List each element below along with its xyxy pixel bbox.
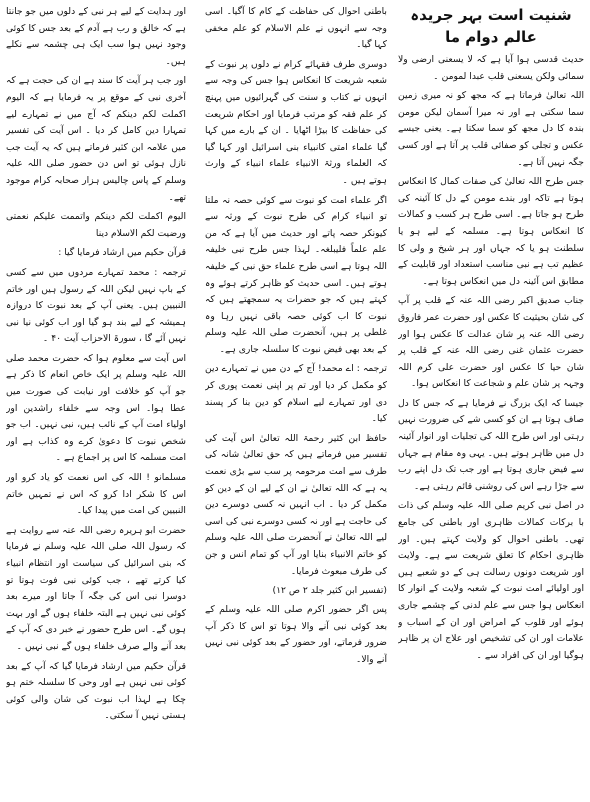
paragraph: پس اگر حضور اکرم صلی اللہ علیہ وسلم کے بعد کوئی نبی آنے والا ہوتا تو اس کا ذکر آپ ضرور فرماتے، اور حضور کے بعد کوئی نبی نہیں آنے والا۔ (205, 604, 387, 665)
right-column (398, 4, 584, 796)
paragraph: حضرت ابو ہریرہ رضی اللہ عنہ سے روایت ہے کہ رسول اللہ صلی اللہ علیہ وسلم نے فرمایا کہ بنی اسرائیل کی سیاست اور انتظام انبیاء کیا کرتے تھے ، جب کوئی نبی فوت ہوتا تو دوسرا نبی اس کی جگہ آ جاتا اور میرے بعد کوئی نبی نہیں ہے البتہ خلفاء ہوں گے اور بہت ہوں گے۔ اس طرح حضور نے خبر دی کہ آپ کے بعد آنے والے صرف خلفاء ہوں گے نبی نہیں ۔ (6, 524, 186, 652)
column-heading: شنیت است بہر جریدہ عالم دوام ما (410, 6, 572, 46)
paragraph: مسلمانو ! اللہ کی اس نعمت کو یاد کرو اور اس کا شکر ادا کرو کہ اس نے تمہیں خاتم النبیین کی امت میں پیدا کیا۔ (6, 472, 186, 517)
middle-column (205, 4, 387, 796)
paragraph: قرآن حکیم میں ارشاد فرمایا گیا : (58, 247, 186, 259)
paragraph: ترجمہ : محمد تمہارے مردوں میں سے کسی کے باپ نہیں لیکن اللہ کے رسول ہیں اور خاتم النبیین ہیں۔ یعنی آپ کے بعد نبوت کا دروازہ ہمیشہ کے لیے بند ہو گیا اور اب کوئی نیا نبی نہیں آئے گا ، سورۃ الاحزاب آیت ۴۰ ۔ (6, 266, 186, 345)
paragraph: دوسری طرف فقہائے کرام نے دلوں پر نبوت کے شعبہ شریعت کا انعکاس ہوا جس کی وجہ سے انہوں نے کتاب و سنت کی گہرائیوں میں پہنچ کر علم فقہ کو مرتب فرمایا اور احکام شریعت کی حفاظت کا بیڑا اٹھایا ۔ ان کے بارے میں کہا گیا علماء امتی کانبیاء بنی اسرائیل اور کہا گیا کہ العلماء ورثۃ الانبیاء علماء انبیاء کے وارث ہوتے ہیں ۔ (205, 58, 387, 186)
paragraph: قرآن حکیم میں ارشاد فرمایا گیا کہ آپ کے بعد کوئی نبی نہیں ہے اور وحی کا سلسلہ ختم ہو چکا ہے لہذا اب نبوت کی شان والی کوئی ہستی نہیں آ سکتی۔ (6, 660, 186, 722)
paragraph: حدیث قدسی ہوا آیا ہے کہ لا یسعنی ارضی ولا سمائی ولکن یسعنی قلب عبدا لمومن ۔ (398, 54, 584, 82)
quran-verse: الیوم اکملت لکم دینکم واتممت علیکم نعمتی ورضیت لکم الاسلام دینا (6, 211, 186, 239)
paragraph: جیسا کہ ایک بزرگ نے فرمایا ہے کہ جس کا دل صاف ہوتا ہے ان کو کسی شے کی ضرورت نہیں رہتی اور اس طرح اللہ کی تجلیات اور انوار آئینہ دل میں ظاہر ہوتے ہیں۔ یہی وہ مقام ہے جہاں سے فیض جاری ہوتا ہے اور جب تک دل اپنے رب سے جڑا رہے اس کی روشنی قائم رہتی ہے۔ (398, 397, 584, 492)
paragraph: در اصل نبی کریم صلی اللہ علیہ وسلم کی ذات با برکات کمالات ظاہری اور باطنی کی جامع تھی۔ باطنی احوال کو ولایت کہتے ہیں۔ اور ظاہری احکام کا تعلق شریعت سے ہے۔ ولایت اور شریعت دونوں رسالت ہی کے دو شعبے ہیں اور اولیائے امت نبوت کے شعبہ ولایت کے انوار کا انعکاس ہوا جس سے علم لدنی کے چشمے جاری ہوئے اور قلوب کے امراض اور ان کے اسباب و علامات اور ان کی تشخیص اور علاج ان پر ظاہر ہوگیا اور ان کی افراد سے ۔ (398, 500, 584, 661)
paragraph: جناب صدیق اکبر رضی اللہ عنہ کے قلب پر آپ کی شان بحیثیت کا عکس اور حضرت عمر فاروق رضی اللہ عنہ پر شان عدالت کا عکس ہوا اور حضرت عثمان غنی رضی اللہ عنہ کے قلب پر شان حیا کا عکس اور حضرت علی کرم اللہ وجہہ پر شان علم و شجاعت کا انعکاس ہوا۔ (398, 295, 584, 390)
paragraph: اور جب ہر آیت کا سند ہے ان کی حجت ہے کہ آخری نبی کے موقع پر یہ فرمایا ہے کہ الیوم اکملت لکم دینکم کہ آج میں نے تمہارے لیے تمہارا دین کامل کر دیا ۔ اس آیت کی تفسیر میں علامہ ابن کثیر فرماتے ہیں کہ یہ آیت جب نازل ہوئی تو اس دن حضور صلی اللہ علیہ وسلم کے پاس چالیس ہزار صحابہ کرام موجود تھے۔ (6, 75, 186, 203)
paragraph: اور ہدایت کے لیے ہر نبی کے دلوں میں جو جانتا ہے کہ خالق و رب ہے آدم کے بعد جس کا کوئی وجود نہیں ہوا سب ایک ہی چشمہ سے نکلے ہیں۔ (6, 6, 186, 67)
left-column (6, 4, 186, 796)
paragraph: باطنی احوال کی حفاظت کے کام کا آگیا۔ اسی وجہ سے انہوں نے علم الاسلام کو علم مخفی کہا گیا۔ (205, 6, 387, 51)
paragraph: جس طرح اللہ تعالیٰ کی صفات کمال کا انعکاس ہوتا ہے تاکہ اور بندے مومن کے دل کا آئینہ کی طرح ہو جاتا ہے۔ اسی طرح ہر کسب و کمالات کا انعکاس ہوتا ہے۔ مسلمہ کے لیے ہو یا سلطنت ہو یا کہ جہاں اور ہر شیخ و ولی کا عظیم تب ہے نبی مناسب استعداد اور قابلیت کے مطابق اس آئینہ دل میں انعکاس ہوتا ہے۔ (398, 176, 584, 287)
paragraph: ترجمہ : اے محمد! آج کے دن میں نے تمہارے دین کو مکمل کر دیا اور تم پر اپنی نعمت پوری کر دی اور تمہارے لیے اسلام کو دین بنا کر پسند کیا۔ (205, 363, 387, 425)
paragraph: اس آیت سے معلوم ہوا کہ حضرت محمد صلی اللہ علیہ وسلم پر ایک خاص انعام کا ذکر ہے جو آپ کو خلافت اور نیابت کی صورت میں عطا ہوا۔ اس وجہ سے خلفاء راشدین اور اولیاء امت آپ کے نائب ہیں، نبی نہیں۔ اب جو شخص نبوت کا دعویٰ کرے وہ کذاب ہے اور امت مسلمہ کا اس پر اجماع ہے ۔ (6, 352, 186, 464)
paragraph: حافظ ابن کثیر رحمۃ اللہ تعالیٰ اس آیت کی تفسیر میں فرماتے ہیں کہ حق تعالیٰ شانہ کی طرف سے امت مرحومہ پر سب سے بڑی نعمت یہ ہے کہ اللہ تعالیٰ نے ان کے لیے ان کے دین کو مکمل کر دیا ۔ اب انہیں نہ کسی دوسرے دین کی حاجت ہے اور نہ کسی دوسرے نبی کی اسی لیے اللہ تعالیٰ نے آنحضرت صلی اللہ علیہ وسلم کو خاتم الانبیاء بنایا اور آپ کو تمام انس و جن کی طرف مبعوث فرمایا۔ (205, 432, 387, 577)
paragraph: اللہ تعالیٰ فرماتا ہے کہ مجھ کو نہ میری زمین سما سکتی ہے اور نہ میرا آسمان لیکن مومن بندہ کا دل مجھ کو سما سکتا ہے۔ یعنی جیسے عکس و تجلی کو صفائی قلب پر آتا ہے اور کسی جگہ نہیں آتا ہے۔ (398, 90, 584, 168)
paragraph: اگر علماء امت کو نبوت سے کوئی حصہ نہ ملتا تو انبیاء کرام کی طرح نبوت کے ورثہ سے کیونکر حصہ پاتے اور حدیث میں آیا ہے کہ من علم علماً فلیبلغہ۔ لہذا جس طرح نبی خلیفہ اللہ ہوتا ہے اسی طرح علماء حق نبی کے خلیفہ ہوتے ہیں۔ اسی حدیث کو ظاہر کرتے ہوئے وہ کہتے ہیں کہ جو حضرات یہ سمجھتے ہیں کہ نبوت کا اب کوئی حصہ باقی نہیں رہا وہ غلطی پر ہیں، آنحضرت صلی اللہ علیہ وسلم کے بعد بھی فیض نبوت کا سلسلہ جاری ہے۔ (205, 194, 387, 355)
citation: (تفسیر ابن کثیر جلد ۲ ص ۱۲) (272, 585, 387, 597)
